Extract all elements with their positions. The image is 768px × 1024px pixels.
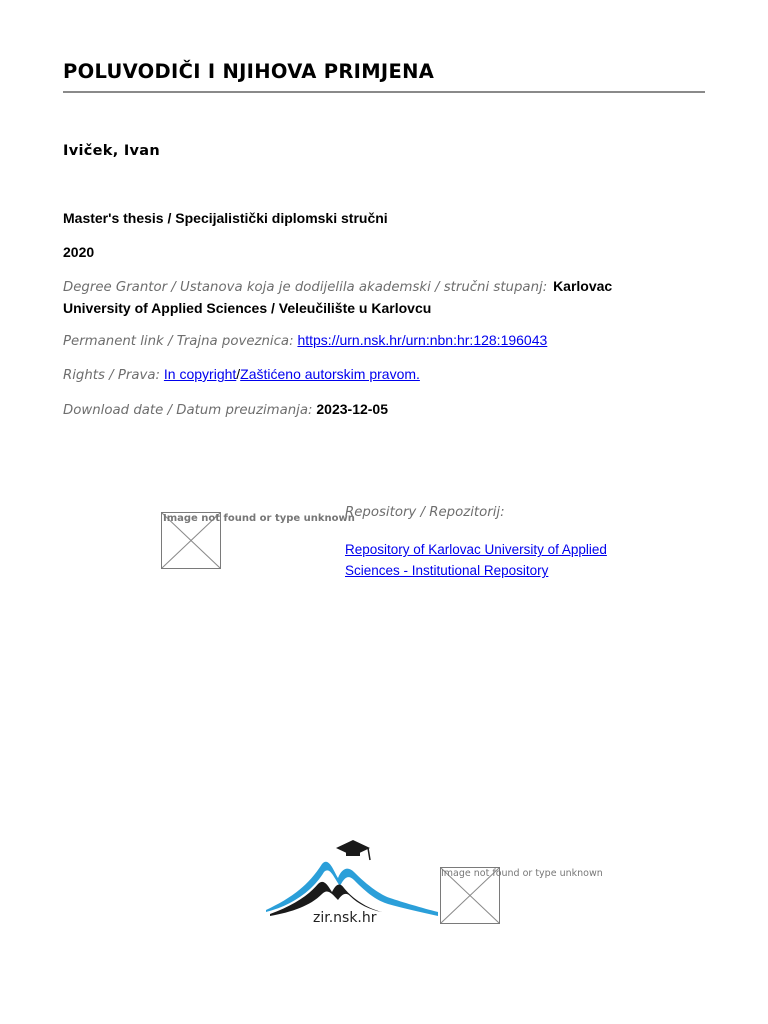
author-name: Iviček, Ivan [63, 143, 161, 159]
repository-link-line1[interactable]: Repository of Karlovac University of Applied [345, 542, 607, 557]
rights-separator: / [236, 366, 241, 382]
broken-image-footer-text: Image not found or type unknown [441, 868, 603, 879]
broken-image-left-text: Image not found or type unknown [163, 513, 355, 524]
permanent-link-url[interactable]: https://urn.nsk.hr/urn:nbn:hr:128:196043 [297, 332, 548, 348]
download-date-value: 2023-12-05 [316, 401, 389, 417]
degree-grantor-label: Degree Grantor / Ustanova koja je dodijelila akademski / stručni stupanj: [63, 280, 548, 295]
title-divider [63, 91, 705, 93]
rights-link-zasticeno[interactable]: Zaštićeno autorskim pravom. [240, 366, 420, 382]
rights-link-in-copyright[interactable]: In copyright [163, 366, 237, 382]
rights-label: Rights / Prava: [63, 368, 161, 383]
download-date-label: Download date / Datum preuzimanja: [63, 403, 313, 418]
document-title: POLUVODIČI I NJIHOVA PRIMJENA [63, 60, 435, 83]
repository-label: Repository / Repozitorij: [345, 505, 505, 520]
repository-link-line2[interactable]: Sciences - Institutional Repository [345, 563, 549, 578]
rights-row [63, 364, 420, 386]
degree-grantor [63, 276, 673, 319]
repository-link[interactable] [345, 539, 607, 581]
thesis-type: Master's thesis / Specijalistički diplomski stručni [63, 210, 388, 226]
download-date-row [63, 399, 388, 421]
thesis-year: 2020 [63, 244, 95, 260]
zir-logo-text: zir.nsk.hr [313, 910, 377, 926]
degree-grantor-value-line2: University of Applied Sciences / Veleučilište u Karlovcu [63, 300, 432, 316]
degree-grantor-value-line1: Karlovac [553, 278, 613, 294]
permanent-link-label: Permanent link / Trajna poveznica: [63, 334, 294, 349]
permanent-link-row [63, 330, 547, 352]
